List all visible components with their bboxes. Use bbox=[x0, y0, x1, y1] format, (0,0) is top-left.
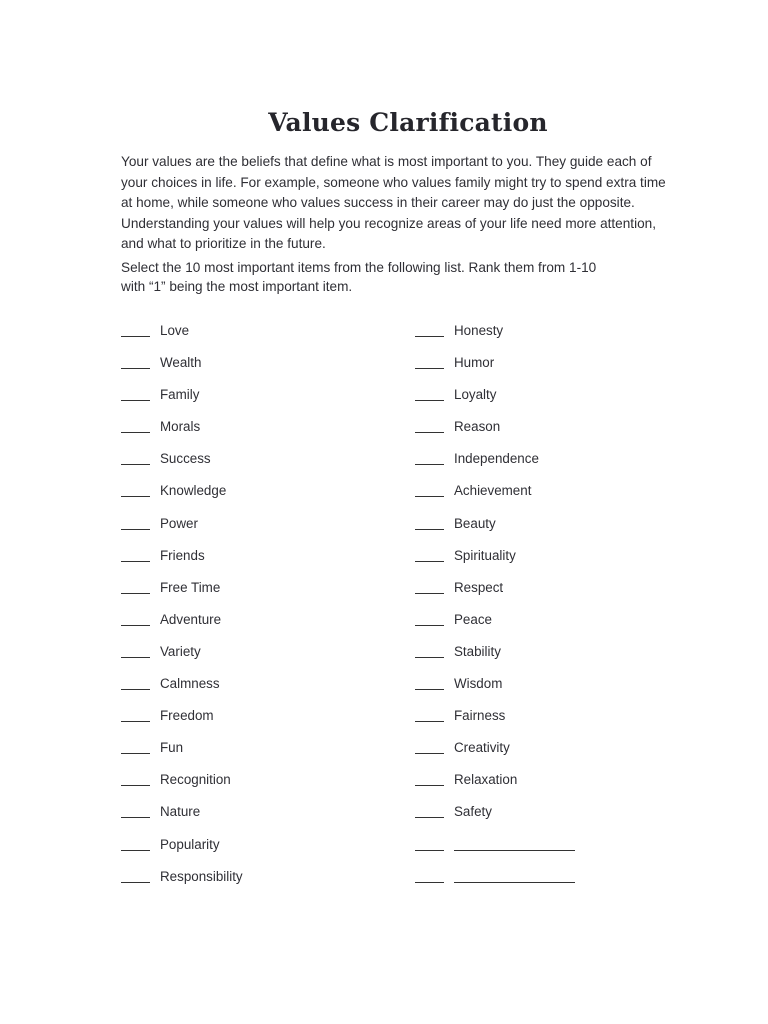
rank-blank[interactable] bbox=[121, 450, 150, 465]
value-item bbox=[415, 547, 575, 579]
value-label: Loyalty bbox=[454, 387, 497, 403]
value-item bbox=[121, 643, 243, 675]
value-label: Power bbox=[160, 515, 198, 531]
rank-blank[interactable] bbox=[415, 707, 444, 722]
value-item bbox=[415, 386, 575, 418]
value-label: Wealth bbox=[160, 355, 202, 371]
value-label: Fairness bbox=[454, 708, 506, 724]
values-list-right bbox=[415, 322, 575, 900]
value-item bbox=[415, 579, 575, 611]
value-label: Reason bbox=[454, 419, 501, 435]
rank-blank[interactable] bbox=[415, 836, 444, 851]
value-label: Peace bbox=[454, 611, 492, 627]
value-label: Independence bbox=[454, 451, 539, 467]
rank-blank[interactable] bbox=[121, 579, 150, 594]
rank-blank[interactable] bbox=[415, 739, 444, 754]
value-item bbox=[415, 322, 575, 354]
rank-blank[interactable] bbox=[415, 675, 444, 690]
intro-line: Your values are the beliefs that define what is most important to you. They guide each of bbox=[121, 154, 652, 169]
value-item bbox=[121, 771, 243, 803]
value-item bbox=[415, 643, 575, 675]
value-label: Fun bbox=[160, 740, 184, 756]
value-label: Adventure bbox=[160, 611, 222, 627]
rank-blank[interactable] bbox=[121, 611, 150, 626]
value-item bbox=[415, 482, 575, 514]
value-label: Creativity bbox=[454, 740, 510, 756]
instructions-paragraph bbox=[121, 258, 721, 296]
value-item bbox=[415, 675, 575, 707]
intro-line: Understanding your values will help you recognize areas of your life need more attention, bbox=[121, 215, 656, 231]
value-item bbox=[415, 418, 575, 450]
value-label: Humor bbox=[454, 355, 495, 371]
value-label: Love bbox=[160, 323, 190, 338]
value-label: Beauty bbox=[454, 515, 496, 531]
value-label: Spirituality bbox=[454, 547, 516, 563]
value-item bbox=[121, 836, 243, 868]
rank-blank[interactable] bbox=[415, 579, 444, 594]
value-item bbox=[121, 579, 243, 611]
rank-blank[interactable] bbox=[415, 515, 444, 530]
value-item bbox=[415, 611, 575, 643]
rank-blank[interactable] bbox=[121, 547, 150, 562]
value-item bbox=[121, 450, 243, 482]
value-label: Friends bbox=[160, 547, 205, 563]
value-item bbox=[121, 322, 243, 354]
value-label: Calmness bbox=[160, 676, 220, 692]
rank-blank[interactable] bbox=[121, 771, 150, 786]
rank-blank[interactable] bbox=[121, 868, 150, 883]
rank-blank[interactable] bbox=[121, 322, 150, 337]
value-item bbox=[121, 515, 243, 547]
value-item bbox=[415, 803, 575, 835]
instruction-line: with “1” being the most important item. bbox=[121, 279, 353, 294]
value-item bbox=[121, 482, 243, 514]
rank-blank[interactable] bbox=[415, 450, 444, 465]
value-label: Nature bbox=[160, 804, 201, 820]
value-item bbox=[121, 803, 243, 835]
value-label: Family bbox=[160, 387, 200, 403]
rank-blank[interactable] bbox=[415, 643, 444, 658]
intro-line: and what to prioritize in the future. bbox=[121, 236, 326, 251]
rank-blank[interactable] bbox=[121, 354, 150, 369]
value-item bbox=[121, 707, 243, 739]
value-label: Achievement bbox=[454, 483, 532, 499]
value-item bbox=[415, 515, 575, 547]
rank-blank[interactable] bbox=[415, 482, 444, 497]
value-label: Free Time bbox=[160, 579, 221, 595]
custom-value-field[interactable] bbox=[454, 868, 575, 883]
value-label: Knowledge bbox=[160, 483, 227, 499]
value-label: Wisdom bbox=[454, 676, 503, 692]
value-item bbox=[121, 386, 243, 418]
rank-blank[interactable] bbox=[415, 868, 444, 883]
value-item bbox=[415, 450, 575, 482]
rank-blank[interactable] bbox=[121, 707, 150, 722]
custom-value-item bbox=[415, 836, 575, 868]
rank-blank[interactable] bbox=[121, 482, 150, 497]
value-label: Relaxation bbox=[454, 772, 518, 788]
value-item bbox=[121, 868, 243, 900]
rank-blank[interactable] bbox=[415, 611, 444, 626]
value-label: Respect bbox=[454, 579, 504, 595]
value-item bbox=[415, 739, 575, 771]
value-label: Success bbox=[160, 451, 211, 467]
value-label: Freedom bbox=[160, 708, 214, 724]
instruction-line: Select the 10 most important items from the following list. Rank them from 1-10 bbox=[121, 260, 597, 275]
rank-blank[interactable] bbox=[415, 354, 444, 369]
rank-blank[interactable] bbox=[121, 643, 150, 658]
value-label: Variety bbox=[160, 643, 201, 659]
value-item bbox=[121, 418, 243, 450]
page-title: Values Clarification bbox=[268, 108, 548, 137]
rank-blank[interactable] bbox=[121, 515, 150, 530]
rank-blank[interactable] bbox=[121, 739, 150, 754]
custom-value-item bbox=[415, 868, 575, 900]
rank-blank[interactable] bbox=[415, 547, 444, 562]
value-item bbox=[121, 547, 243, 579]
intro-line: your choices in life. For example, someone who values family might try to spend extra time bbox=[121, 174, 666, 190]
rank-blank[interactable] bbox=[121, 386, 150, 401]
rank-blank[interactable] bbox=[121, 418, 150, 433]
value-item bbox=[121, 675, 243, 707]
value-item bbox=[415, 771, 575, 803]
value-label: Safety bbox=[454, 804, 492, 820]
value-item bbox=[415, 707, 575, 739]
value-label: Responsibility bbox=[160, 868, 243, 884]
value-label: Morals bbox=[160, 419, 201, 435]
value-item bbox=[121, 354, 243, 386]
value-item bbox=[121, 611, 243, 643]
rank-blank[interactable] bbox=[415, 418, 444, 433]
rank-blank[interactable] bbox=[121, 836, 150, 851]
intro-paragraph bbox=[121, 152, 721, 255]
rank-blank[interactable] bbox=[415, 771, 444, 786]
value-label: Popularity bbox=[160, 836, 220, 852]
custom-value-field[interactable] bbox=[454, 836, 575, 851]
value-label: Honesty bbox=[454, 323, 504, 338]
rank-blank[interactable] bbox=[415, 386, 444, 401]
values-list-left bbox=[121, 322, 243, 900]
value-item bbox=[121, 739, 243, 771]
rank-blank[interactable] bbox=[415, 803, 444, 818]
rank-blank[interactable] bbox=[415, 322, 444, 337]
value-item bbox=[415, 354, 575, 386]
value-label: Stability bbox=[454, 643, 501, 659]
intro-line: at home, while someone who values success in their career may do just the opposite. bbox=[121, 195, 635, 210]
value-label: Recognition bbox=[160, 772, 231, 788]
rank-blank[interactable] bbox=[121, 803, 150, 818]
rank-blank[interactable] bbox=[121, 675, 150, 690]
